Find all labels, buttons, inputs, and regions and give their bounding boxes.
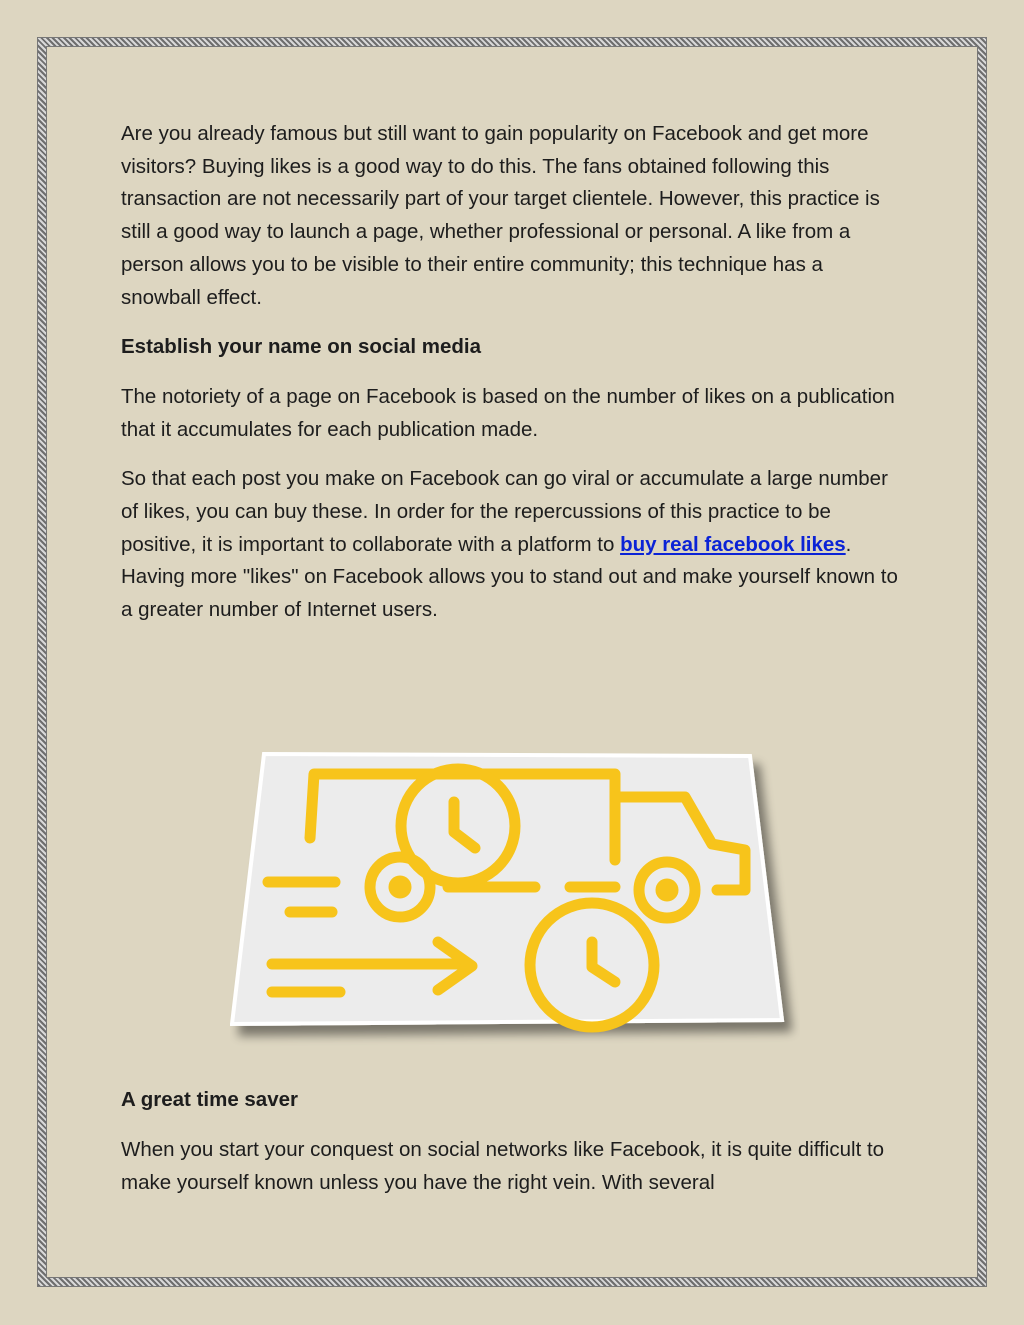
notoriety-paragraph: The notoriety of a page on Facebook is based on the number of likes on a publication that it accumulates for each publication made. [121, 384, 895, 441]
rear-wheel-hub [394, 881, 406, 893]
viral-paragraph-text-end: . Having more "likes" on Facebook allows you to stand out and make yourself known to a greater number of Internet users. [121, 532, 898, 622]
viral-paragraph [121, 463, 906, 627]
buy-likes-link[interactable]: buy real facebook likes [620, 532, 846, 556]
section-heading-time-saver: A great time saver [121, 1088, 298, 1111]
viral-paragraph-text: So that each post you make on Facebook can go viral or accumulate a large number of likes, you can buy these. In order for the repercussions of this practice to be positive, it is important to collaborate with a platform to [121, 467, 888, 556]
delivery-truck-clock-icon [230, 752, 800, 1052]
intro-paragraph: Are you already famous but still want to gain popularity on Facebook and get more visitors? Buying likes is a good way to do this. The fans obtained following this transaction are not necessarily part of your target clientele. However, this practice is still a good way to launch a page, whether professional or personal. A like from a person allows you to be visible to their entire community; this technique has a snowball effect. [121, 122, 880, 309]
article-body [121, 118, 906, 627]
front-wheel-hub [661, 884, 673, 896]
section-heading-establish: Establish your name on social media [121, 335, 482, 359]
conquest-paragraph: When you start your conquest on social networks like Facebook, it is quite difficult to make yourself known unless you have the right vein. With several [121, 1138, 885, 1194]
